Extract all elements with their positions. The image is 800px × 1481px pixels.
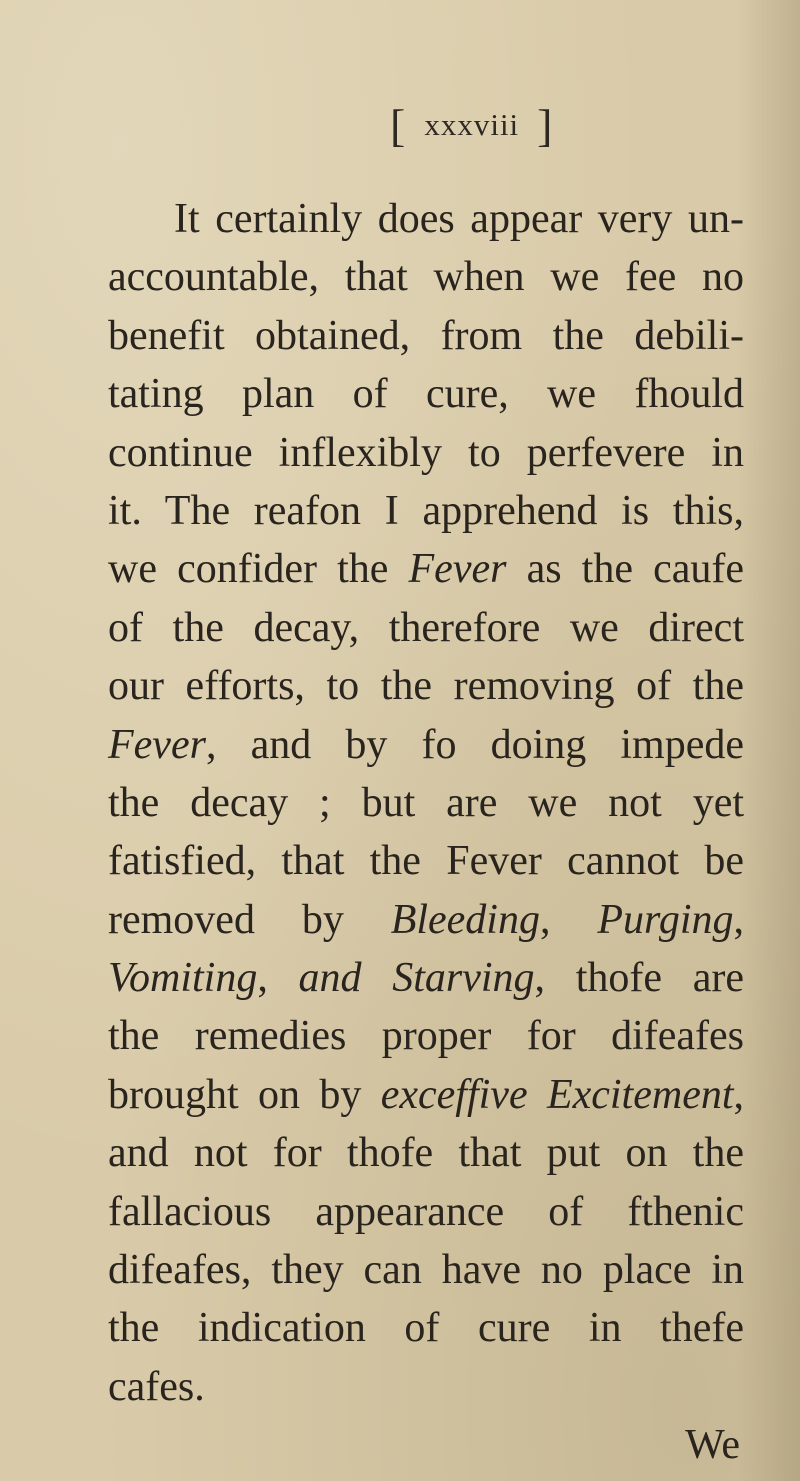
italic-text: Vomiting bbox=[108, 955, 258, 1002]
close-bracket: ] bbox=[537, 100, 554, 151]
line-text: as the caufe bbox=[506, 546, 744, 593]
line-text: the remedies proper for difeafes bbox=[108, 1013, 744, 1060]
line-text: , and by fo doing impede bbox=[205, 721, 744, 768]
line-text: fallacious appearance of fthenic bbox=[108, 1188, 744, 1235]
catchword-text: We bbox=[685, 1422, 740, 1469]
text-line bbox=[108, 1007, 744, 1065]
italic-text: Purging bbox=[597, 896, 734, 943]
line-text: removed by bbox=[108, 896, 391, 943]
text-line bbox=[108, 599, 744, 657]
line-text: difeafes, they can have no place in bbox=[108, 1247, 744, 1294]
line-text: , bbox=[733, 896, 744, 943]
line-text: our efforts, to the removing of the bbox=[108, 663, 744, 710]
catchword bbox=[108, 1416, 744, 1474]
text-line bbox=[108, 1124, 744, 1182]
text-line bbox=[108, 716, 744, 774]
italic-text: Bleeding bbox=[390, 896, 540, 943]
line-text: we confider the bbox=[108, 546, 409, 593]
italic-text: Fever bbox=[408, 546, 507, 593]
text-line bbox=[108, 949, 744, 1007]
text-line bbox=[108, 1299, 744, 1357]
text-line bbox=[108, 832, 744, 890]
line-text: , bbox=[733, 1071, 745, 1118]
text-line bbox=[108, 657, 744, 715]
page-number: xxxviii bbox=[424, 107, 520, 142]
text-line bbox=[108, 540, 744, 598]
italic-text: and Starving bbox=[298, 955, 535, 1002]
text-line bbox=[108, 1358, 744, 1416]
italic-text: Fever bbox=[108, 721, 206, 768]
running-head bbox=[372, 97, 572, 151]
italic-text: exceffive Excitement bbox=[380, 1071, 734, 1118]
text-line bbox=[108, 1241, 744, 1299]
line-text: accountable, that when we fee no bbox=[108, 254, 744, 301]
text-line bbox=[108, 1183, 744, 1241]
text-line bbox=[108, 307, 744, 365]
text-body bbox=[108, 190, 744, 1475]
line-text: brought on by bbox=[108, 1071, 381, 1118]
line-text: fatisfied, that the Fever cannot be bbox=[108, 838, 744, 885]
text-line bbox=[108, 482, 744, 540]
line-text: it. The reafon I apprehend is this, bbox=[108, 487, 744, 534]
line-text: tating plan of cure, we fhould bbox=[108, 371, 744, 418]
text-line bbox=[108, 774, 744, 832]
text-line bbox=[108, 190, 744, 248]
line-text: , thofe are bbox=[534, 955, 744, 1002]
line-text: the indication of cure in thefe bbox=[108, 1305, 744, 1352]
line-text: of the decay, therefore we direct bbox=[108, 604, 744, 651]
text-line bbox=[108, 424, 744, 482]
line-text: cafes. bbox=[108, 1363, 205, 1410]
line-text: and not for thofe that put on the bbox=[108, 1130, 744, 1177]
line-text: the decay ; but are we not yet bbox=[108, 779, 744, 826]
text-line bbox=[108, 248, 744, 306]
line-text: continue inflexibly to perfevere in bbox=[108, 429, 744, 476]
text-line bbox=[108, 1066, 744, 1124]
text-line bbox=[108, 365, 744, 423]
open-bracket: [ bbox=[390, 100, 407, 151]
line-text: , bbox=[257, 955, 299, 1002]
line-text: benefit obtained, from the debili- bbox=[108, 312, 744, 359]
text-line bbox=[108, 891, 744, 949]
line-text: , bbox=[539, 896, 598, 943]
line-text: It certainly does appear very un- bbox=[174, 196, 744, 242]
